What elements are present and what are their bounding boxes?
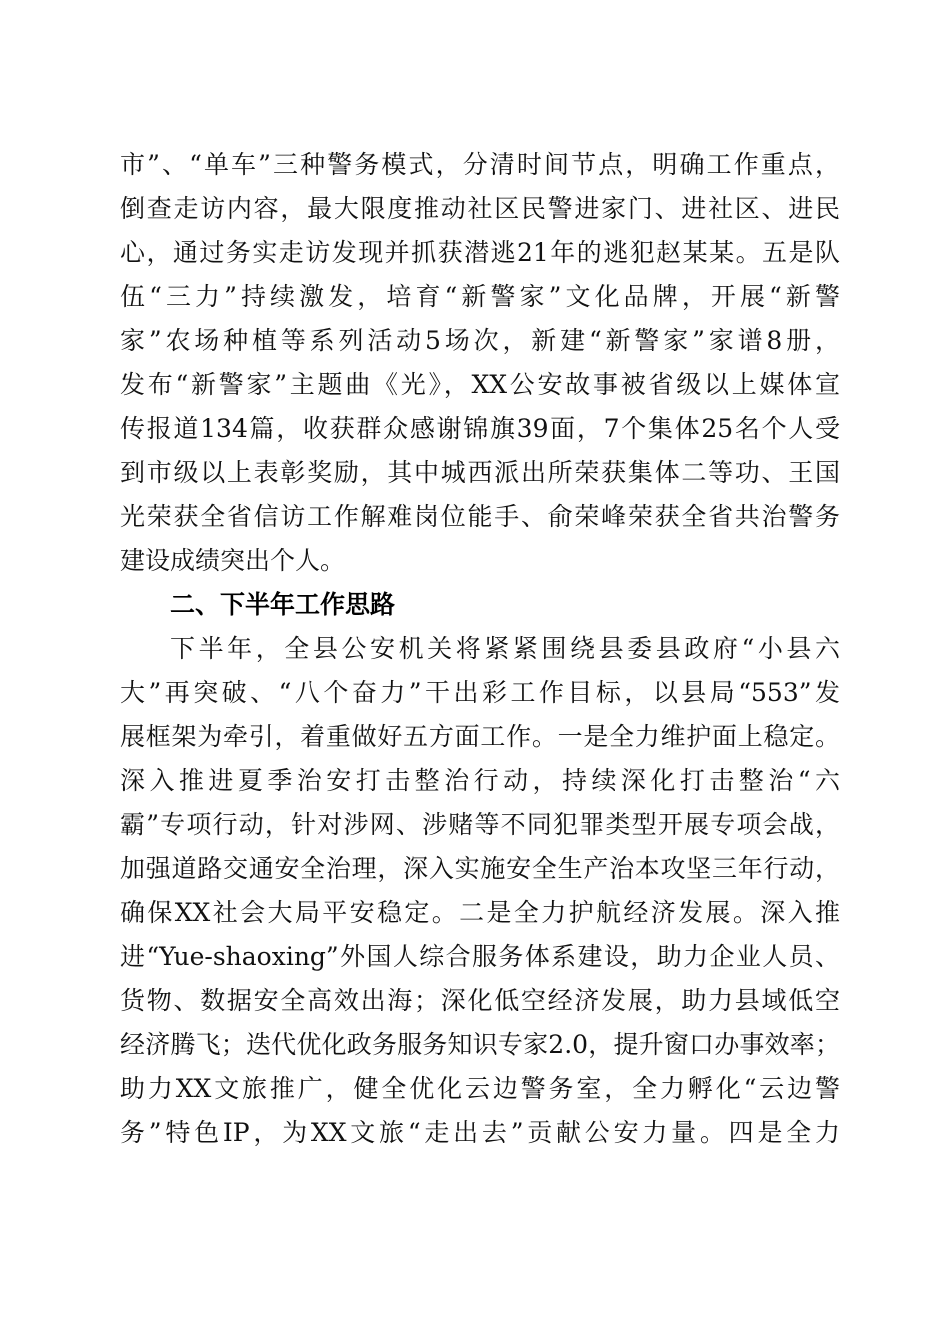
body-text-line: 展框架为牵引，着重做好五方面工作。一是全力维护面上稳定。: [120, 722, 840, 751]
body-text-line: 经济腾飞；迭代优化政务服务知识专家2.0，提升窗口办事效率；: [120, 1030, 840, 1059]
body-text-line: 伍“三力”持续激发，培育“新警家”文化品牌，开展“新警: [120, 282, 840, 311]
body-text-line: 倒查走访内容，最大限度推动社区民警进家门、进社区、进民: [120, 194, 840, 223]
section-heading: 二、下半年工作思路: [170, 590, 396, 619]
body-text-line: 确保XX社会大局平安稳定。二是全力护航经济发展。深入推: [120, 898, 840, 927]
body-text-line: 霸”专项行动，针对涉网、涉赌等不同犯罪类型开展专项会战，: [120, 810, 840, 839]
body-text-line: 市”、“单车”三种警务模式，分清时间节点，明确工作重点，: [120, 150, 840, 179]
body-text-line: 心，通过务实走访发现并抓获潜逃21年的逃犯赵某某。五是队: [120, 238, 840, 267]
body-text-line: 光荣获全省信访工作解难岗位能手、俞荣峰荣获全省共治警务: [120, 502, 840, 531]
body-text-line: 深入推进夏季治安打击整治行动，持续深化打击整治“六: [120, 766, 840, 795]
body-text-line: 到市级以上表彰奖励，其中城西派出所荣获集体二等功、王国: [120, 458, 840, 487]
body-text-line: 助力XX文旅推广，健全优化云边警务室，全力孵化“云边警: [120, 1074, 840, 1103]
body-text-line: 进“Yue-shaoxing”外国人综合服务体系建设，助力企业人员、: [120, 942, 840, 971]
body-text-line: 务”特色IP，为XX文旅“走出去”贡献公安力量。四是全力: [120, 1118, 840, 1147]
body-text-line: 建设成绩突出个人。: [120, 546, 346, 575]
body-text-line: 发布“新警家”主题曲《光》，XX公安故事被省级以上媒体宣: [120, 370, 840, 399]
body-text-line: 大”再突破、“八个奋力”干出彩工作目标，以县局“553”发: [120, 678, 840, 707]
body-text-line: 加强道路交通安全治理，深入实施安全生产治本攻坚三年行动，: [120, 854, 840, 883]
body-text-line: 下半年，全县公安机关将紧紧围绕县委县政府“小县六: [170, 634, 840, 663]
body-text-line: 传报道134篇，收获群众感谢锦旗39面，7个集体25名个人受: [120, 414, 840, 443]
body-text-line: 货物、数据安全高效出海；深化低空经济发展，助力县域低空: [120, 986, 840, 1015]
body-text-line: 家”农场种植等系列活动5场次，新建“新警家”家谱8册，: [120, 326, 840, 355]
